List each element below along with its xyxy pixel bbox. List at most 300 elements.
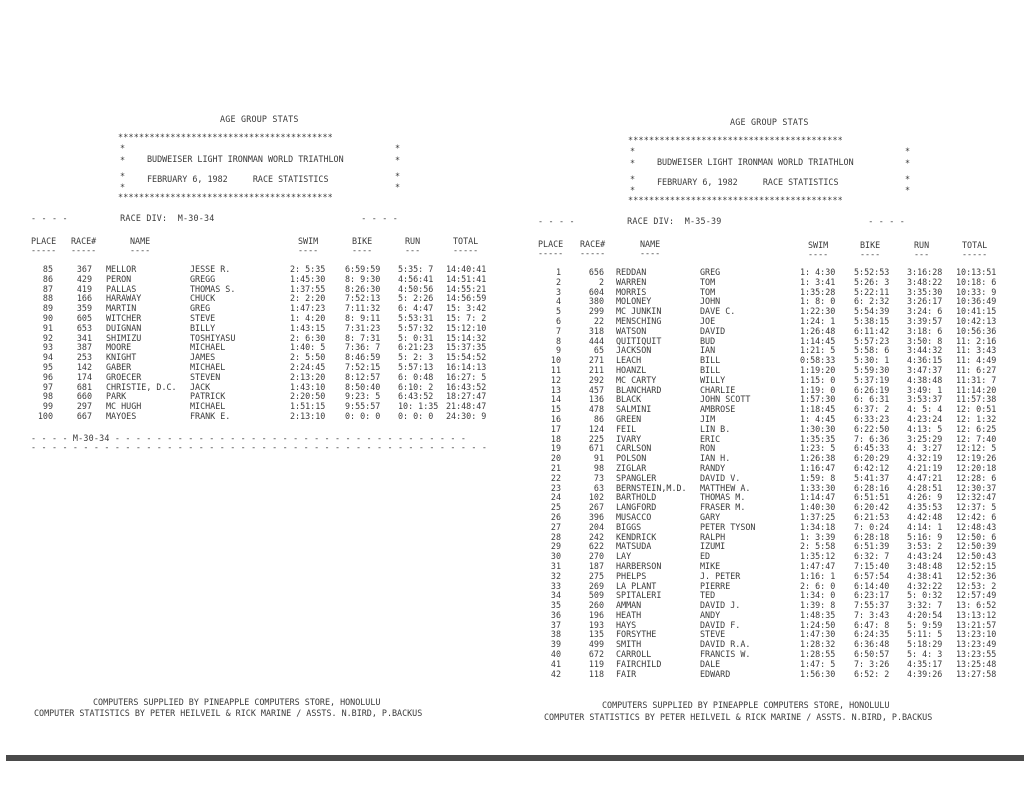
cell-first-name: TOM [700, 276, 716, 287]
table-row [510, 541, 1024, 551]
cell-bike-time: 6:26:19 [854, 384, 890, 395]
table-row [510, 326, 1024, 336]
cell-first-name: PIERRE [700, 580, 731, 591]
cell-run-time: 6: 4:47 [398, 303, 434, 314]
cell-race-number: 2 [598, 276, 604, 287]
cell-total-time: 16:14:13 [446, 361, 487, 372]
cell-bike-time: 8: 7:31 [345, 332, 381, 343]
cell-swim-time: 1:16:47 [800, 462, 836, 473]
cell-place: 6 [555, 315, 561, 326]
scan-edge-bar [6, 755, 1024, 761]
cell-first-name: MICHAEL [190, 361, 226, 372]
cell-place: 23 [550, 482, 561, 493]
table-row [510, 629, 1024, 639]
table-row [0, 352, 512, 362]
cell-swim-time: 1:34:18 [800, 521, 836, 532]
cell-race-number: 135 [588, 629, 604, 640]
table-row [510, 404, 1024, 414]
cell-last-name: CARROLL [616, 649, 652, 660]
cell-race-number: 387 [76, 342, 92, 353]
cell-run-time: 3:53:37 [907, 394, 943, 405]
cell-last-name: HOANZL [616, 364, 647, 375]
cell-last-name: MORRIS [616, 286, 647, 297]
table-row [510, 492, 1024, 502]
cell-race-number: 509 [588, 590, 604, 601]
cell-race-number: 672 [588, 649, 604, 660]
cell-race-number: 142 [76, 361, 92, 372]
cell-total-time: 14:51:41 [446, 273, 487, 284]
cell-run-time: 4:32:22 [907, 580, 943, 591]
underline: ----- [538, 248, 564, 258]
cell-race-number: 65 [593, 345, 604, 356]
cell-bike-time: 6:20:29 [854, 453, 890, 464]
cell-bike-time: 5:54:39 [854, 306, 890, 317]
table-row [510, 385, 1024, 395]
cell-total-time: 13:27:58 [956, 668, 997, 679]
cell-bike-time: 9:23: 5 [345, 391, 381, 402]
cell-first-name: TED [700, 590, 716, 601]
cell-total-time: 13:21:57 [956, 619, 997, 630]
cell-total-time: 11: 4:49 [956, 355, 997, 366]
cell-total-time: 24:30: 9 [446, 410, 487, 421]
cell-swim-time: 0:58:33 [800, 355, 836, 366]
cell-first-name: JOHN [700, 296, 721, 307]
table-row [510, 512, 1024, 522]
cell-bike-time: 6:59:59 [345, 264, 381, 274]
banner-border-bottom: ***************************************** [628, 195, 843, 205]
cell-race-number: 444 [588, 335, 604, 346]
cell-run-time: 4:28:51 [907, 482, 943, 493]
table-row [510, 581, 1024, 591]
cell-swim-time: 1:26:48 [800, 325, 836, 336]
cell-race-number: 267 [588, 502, 604, 513]
table-row [510, 600, 1024, 610]
table-row [0, 333, 512, 343]
cell-total-time: 12:48:43 [956, 521, 997, 532]
cell-last-name: MARTIN [106, 303, 137, 314]
cell-first-name: GREGG [190, 273, 216, 284]
table-row [510, 483, 1024, 493]
cell-last-name: FEIL [616, 423, 637, 434]
cell-run-time: 3:25:29 [907, 433, 943, 444]
cell-first-name: MICHAEL [190, 401, 226, 412]
cell-place: 93 [42, 342, 53, 353]
cell-last-name: WARREN [616, 276, 647, 287]
cell-total-time: 12:50:39 [956, 541, 997, 552]
cell-swim-time: 1:14:45 [800, 335, 836, 346]
cell-run-time: 5: 2: 3 [398, 352, 434, 363]
cell-total-time: 12:32:47 [956, 492, 997, 503]
cell-bike-time: 7: 6:36 [854, 433, 890, 444]
table-row [0, 372, 512, 382]
cell-run-time: 3:47:37 [907, 364, 943, 375]
cell-first-name: BILL [700, 364, 721, 375]
cell-bike-time: 6:21:53 [854, 511, 890, 522]
division-end-line: - - - - M-30-34 - - - - - - - - - - - - - - - - - - - - - - - - - - - - - - - - - - [31, 433, 467, 443]
cell-total-time: 15:12:10 [446, 322, 487, 333]
event-date-line: FEBRUARY 6, 1982 RACE STATISTICS [657, 177, 839, 187]
cell-total-time: 10:41:15 [956, 306, 997, 317]
cell-bike-time: 5:26: 3 [854, 276, 890, 287]
table-row [510, 355, 1024, 365]
cell-race-number: 124 [588, 423, 604, 434]
cell-total-time: 13: 6:52 [956, 600, 997, 611]
cell-last-name: PHELPS [616, 570, 647, 581]
cell-run-time: 4:43:24 [907, 551, 943, 562]
cell-bike-time: 6:22:50 [854, 423, 890, 434]
cell-run-time: 4:56:41 [398, 273, 434, 284]
cell-race-number: 667 [76, 410, 92, 421]
cell-bike-time: 6: 6:31 [854, 394, 890, 405]
cell-bike-time: 6: 2:32 [854, 296, 890, 307]
cell-race-number: 211 [588, 364, 604, 375]
cell-bike-time: 8: 9:30 [345, 273, 381, 284]
cell-place: 99 [42, 401, 53, 412]
cell-first-name: STEVE [700, 629, 726, 640]
cell-bike-time: 7:31:23 [345, 322, 381, 333]
cell-total-time: 16:27: 5 [446, 371, 487, 382]
cell-race-number: 604 [588, 286, 604, 297]
underline: ---- [808, 249, 829, 259]
col-name: NAME [640, 239, 661, 249]
cell-swim-time: 1:34: 0 [800, 590, 836, 601]
cell-swim-time: 1:33:30 [800, 482, 836, 493]
cell-place: 89 [42, 303, 53, 314]
cell-race-number: 242 [588, 531, 604, 542]
cell-run-time: 4:35:17 [907, 658, 943, 669]
cell-swim-time: 2: 5:58 [800, 541, 836, 552]
footer-credits: COMPUTERS SUPPLIED BY PINEAPPLE COMPUTERS STORE, HONOLULU [602, 700, 890, 710]
cell-bike-time: 6:52: 2 [854, 668, 890, 679]
cell-total-time: 12:30:37 [956, 482, 997, 493]
cell-swim-time: 1:35:28 [800, 286, 836, 297]
cell-total-time: 14:40:41 [446, 264, 487, 274]
cell-place: 21 [550, 462, 561, 473]
cell-total-time: 15:54:52 [446, 352, 487, 363]
table-row [510, 551, 1024, 561]
cell-last-name: IVARY [616, 433, 642, 444]
cell-run-time: 4:38:48 [907, 374, 943, 385]
cell-total-time: 12:42: 6 [956, 511, 997, 522]
cell-last-name: GREEN [616, 413, 642, 424]
table-row [510, 620, 1024, 630]
col-total: TOTAL [453, 236, 479, 246]
cell-first-name: CHUCK [190, 293, 216, 304]
cell-bike-time: 6:33:23 [854, 413, 890, 424]
underline: --- [914, 249, 930, 259]
cell-run-time: 4:13: 5 [907, 423, 943, 434]
cell-last-name: FAIR [616, 668, 637, 679]
cell-last-name: MELLOR [106, 264, 137, 274]
cell-swim-time: 2:13:20 [290, 371, 326, 382]
table-row [510, 365, 1024, 375]
cell-first-name: IZUMI [700, 541, 726, 552]
col-bike: BIKE [352, 236, 373, 246]
col-race: RACE# [580, 239, 606, 249]
cell-run-time: 6: 0:48 [398, 371, 434, 382]
cell-last-name: BARTHOLD [616, 492, 657, 503]
table-row [510, 473, 1024, 483]
cell-bike-time: 9:55:57 [345, 401, 381, 412]
cell-run-time: 4:20:54 [907, 609, 943, 620]
cell-last-name: HARBERSON [616, 560, 662, 571]
cell-place: 32 [550, 570, 561, 581]
cell-race-number: 380 [588, 296, 604, 307]
cell-place: 41 [550, 658, 561, 669]
cell-swim-time: 1:43:10 [290, 381, 326, 392]
cell-place: 94 [42, 352, 53, 363]
table-row [0, 264, 512, 274]
cell-place: 13 [550, 384, 561, 395]
cell-race-number: 622 [588, 541, 604, 552]
cell-last-name: BERNSTEIN,M.D. [616, 482, 687, 493]
cell-swim-time: 1:15: 0 [800, 374, 836, 385]
cell-place: 86 [42, 273, 53, 284]
cell-total-time: 12:50: 6 [956, 531, 997, 542]
cell-first-name: PETER TYSON [700, 521, 756, 532]
cell-total-time: 13:25:48 [956, 658, 997, 669]
cell-total-time: 11: 2:16 [956, 335, 997, 346]
cell-run-time: 3:49: 1 [907, 384, 943, 395]
cell-race-number: 299 [588, 306, 604, 317]
table-row [510, 590, 1024, 600]
cell-race-number: 660 [76, 391, 92, 402]
table-row [510, 306, 1024, 316]
cell-place: 35 [550, 600, 561, 611]
cell-bike-time: 6:50:57 [854, 649, 890, 660]
cell-run-time: 4:32:19 [907, 453, 943, 464]
cell-bike-time: 7:15:40 [854, 560, 890, 571]
cell-run-time: 3:35:30 [907, 286, 943, 297]
table-row [510, 522, 1024, 532]
cell-first-name: FRANK E. [190, 410, 231, 421]
cell-bike-time: 5:38:15 [854, 315, 890, 326]
cell-place: 100 [37, 410, 53, 421]
cell-place: 9 [555, 345, 561, 356]
cell-run-time: 4:50:56 [398, 283, 434, 294]
cell-run-time: 5:18:29 [907, 639, 943, 650]
cell-bike-time: 5:22:11 [854, 286, 890, 297]
cell-place: 27 [550, 521, 561, 532]
cell-swim-time: 1: 4:20 [290, 312, 326, 323]
cell-bike-time: 7:36: 7 [345, 342, 381, 353]
cell-swim-time: 1:23: 5 [800, 443, 836, 454]
cell-bike-time: 6:14:40 [854, 580, 890, 591]
cell-first-name: BUD [700, 335, 716, 346]
cell-first-name: JACK [190, 381, 211, 392]
cell-first-name: RALPH [700, 531, 726, 542]
cell-swim-time: 2: 6: 0 [800, 580, 836, 591]
cell-last-name: MOORE [106, 342, 132, 353]
cell-place: 4 [555, 296, 561, 307]
event-date-line: FEBRUARY 6, 1982 RACE STATISTICS [147, 174, 329, 184]
cell-first-name: IAN [700, 345, 716, 356]
cell-place: 42 [550, 668, 561, 679]
cell-total-time: 12: 1:32 [956, 413, 997, 424]
cell-first-name: JAMES [190, 352, 216, 363]
table-row [0, 284, 512, 294]
cell-run-time: 4:23:24 [907, 413, 943, 424]
cell-total-time: 15: 7: 2 [446, 312, 487, 323]
cell-place: 15 [550, 404, 561, 415]
cell-run-time: 6:43:52 [398, 391, 434, 402]
cell-total-time: 12:50:43 [956, 551, 997, 562]
cell-place: 5 [555, 306, 561, 317]
cell-bike-time: 6:37: 2 [854, 404, 890, 415]
cell-swim-time: 1:47:30 [800, 629, 836, 640]
cell-swim-time: 1:51:15 [290, 401, 326, 412]
banner-border-right: * [395, 182, 401, 192]
cell-last-name: LEACH [616, 355, 642, 366]
cell-first-name: TOSHIYASU [190, 332, 236, 343]
cell-race-number: 118 [588, 668, 604, 679]
cell-first-name: LIN B. [700, 423, 731, 434]
banner-border-bottom: ***************************************** [118, 192, 333, 202]
cell-place: 30 [550, 551, 561, 562]
col-swim: SWIM [808, 240, 829, 250]
cell-race-number: 653 [76, 322, 92, 333]
cell-total-time: 12:19:26 [956, 453, 997, 464]
cell-swim-time: 1:30:30 [800, 423, 836, 434]
banner-border-left: * [120, 171, 126, 181]
table-row [510, 287, 1024, 297]
cell-total-time: 15:14:32 [446, 332, 487, 343]
cell-race-number: 98 [593, 462, 604, 473]
cell-place: 8 [555, 335, 561, 346]
cell-last-name: ZIGLAR [616, 462, 647, 473]
cell-total-time: 11: 3:43 [956, 345, 997, 356]
cell-place: 39 [550, 639, 561, 650]
cell-race-number: 166 [76, 293, 92, 304]
cell-race-number: 225 [588, 433, 604, 444]
cell-total-time: 10:36:49 [956, 296, 997, 307]
underline: --- [405, 245, 421, 255]
underline: ----- [580, 248, 606, 258]
cell-swim-time: 1:56:30 [800, 668, 836, 679]
footer-statistics: COMPUTER STATISTICS BY PETER HEILVEIL & RICK MARINE / ASSTS. N.BIRD, P.BACKUS [544, 712, 933, 722]
cell-place: 3 [555, 286, 561, 297]
cell-place: 92 [42, 332, 53, 343]
cell-last-name: SHIMIZU [106, 332, 142, 343]
cell-race-number: 91 [593, 453, 604, 464]
cell-total-time: 13:23:49 [956, 639, 997, 650]
cell-race-number: 292 [588, 374, 604, 385]
col-race: RACE# [71, 236, 97, 246]
banner-border-top: ***************************************** [628, 135, 843, 145]
cell-first-name: PATRICK [190, 391, 226, 402]
cell-last-name: MC JUNKIN [616, 306, 662, 317]
cell-swim-time: 1:28:55 [800, 649, 836, 660]
cell-run-time: 3:44:32 [907, 345, 943, 356]
table-row [0, 274, 512, 284]
cell-last-name: SPANGLER [616, 472, 657, 483]
cell-first-name: DAVID V. [700, 472, 741, 483]
cell-place: 36 [550, 609, 561, 620]
cell-last-name: MATSUDA [616, 541, 652, 552]
cell-swim-time: 1: 4:45 [800, 413, 836, 424]
cell-swim-time: 1:47:23 [290, 303, 326, 314]
cell-run-time: 5:57:13 [398, 361, 434, 372]
cell-first-name: DAVID [700, 325, 726, 336]
cell-bike-time: 7:11:32 [345, 303, 381, 314]
cell-run-time: 5: 2:26 [398, 293, 434, 304]
table-row [510, 336, 1024, 346]
cell-race-number: 260 [588, 600, 604, 611]
cell-bike-time: 5:59:30 [854, 364, 890, 375]
table-row [510, 463, 1024, 473]
results-table [0, 264, 512, 421]
cell-race-number: 102 [588, 492, 604, 503]
cell-run-time: 4:21:19 [907, 462, 943, 473]
cell-first-name: DAVE C. [700, 306, 736, 317]
cell-bike-time: 6:28:18 [854, 531, 890, 542]
cell-run-time: 5:57:32 [398, 322, 434, 333]
right-page [510, 0, 1022, 740]
cell-first-name: FRANCIS W. [700, 649, 751, 660]
cell-swim-time: 1:39: 8 [800, 600, 836, 611]
table-row [510, 414, 1024, 424]
cell-total-time: 13:13:12 [956, 609, 997, 620]
cell-total-time: 18:27:47 [446, 391, 487, 402]
cell-run-time: 5: 4: 3 [907, 649, 943, 660]
cell-swim-time: 2: 2:20 [290, 293, 326, 304]
cell-first-name: GARY [700, 511, 721, 522]
cell-bike-time: 8: 9:11 [345, 312, 381, 323]
cell-last-name: GABER [106, 361, 132, 372]
cell-first-name: DAVID F. [700, 619, 741, 630]
cell-race-number: 253 [76, 352, 92, 363]
cell-first-name: THOMAS M. [700, 492, 746, 503]
table-row [0, 323, 512, 333]
cell-bike-time: 7: 3:26 [854, 658, 890, 669]
table-row [510, 532, 1024, 542]
cell-last-name: WATSON [616, 325, 647, 336]
event-banner [628, 136, 913, 206]
table-row [0, 391, 512, 401]
col-name: NAME [130, 236, 151, 246]
banner-border-right: * [395, 143, 401, 153]
cell-swim-time: 1:26:38 [800, 453, 836, 464]
cell-run-time: 3:26:17 [907, 296, 943, 307]
cell-first-name: WILLY [700, 374, 726, 385]
cell-total-time: 12:57:49 [956, 590, 997, 601]
cell-total-time: 12:28: 6 [956, 472, 997, 483]
table-row [0, 293, 512, 303]
cell-first-name: STEVE [190, 312, 216, 323]
cell-run-time: 0: 0: 0 [398, 410, 434, 421]
cell-swim-time: 1:28:32 [800, 639, 836, 650]
cell-bike-time: 6:11:42 [854, 325, 890, 336]
cell-total-time: 12:20:18 [956, 462, 997, 473]
table-row [510, 267, 1024, 277]
banner-border-left: * [120, 143, 126, 153]
cell-bike-time: 6:20:42 [854, 502, 890, 513]
table-row [0, 382, 512, 392]
event-banner [118, 133, 403, 203]
cell-run-time: 3:48:22 [907, 276, 943, 287]
cell-first-name: RON [700, 443, 716, 454]
cell-race-number: 478 [588, 404, 604, 415]
cell-race-number: 429 [76, 273, 92, 284]
col-swim: SWIM [298, 236, 319, 246]
cell-race-number: 136 [588, 394, 604, 405]
cell-last-name: SMITH [616, 639, 642, 650]
cell-last-name: LA PLANT [616, 580, 657, 591]
cell-total-time: 12:53: 2 [956, 580, 997, 591]
cell-race-number: 341 [76, 332, 92, 343]
cell-first-name: BILL [700, 355, 721, 366]
col-run: RUN [914, 240, 930, 250]
